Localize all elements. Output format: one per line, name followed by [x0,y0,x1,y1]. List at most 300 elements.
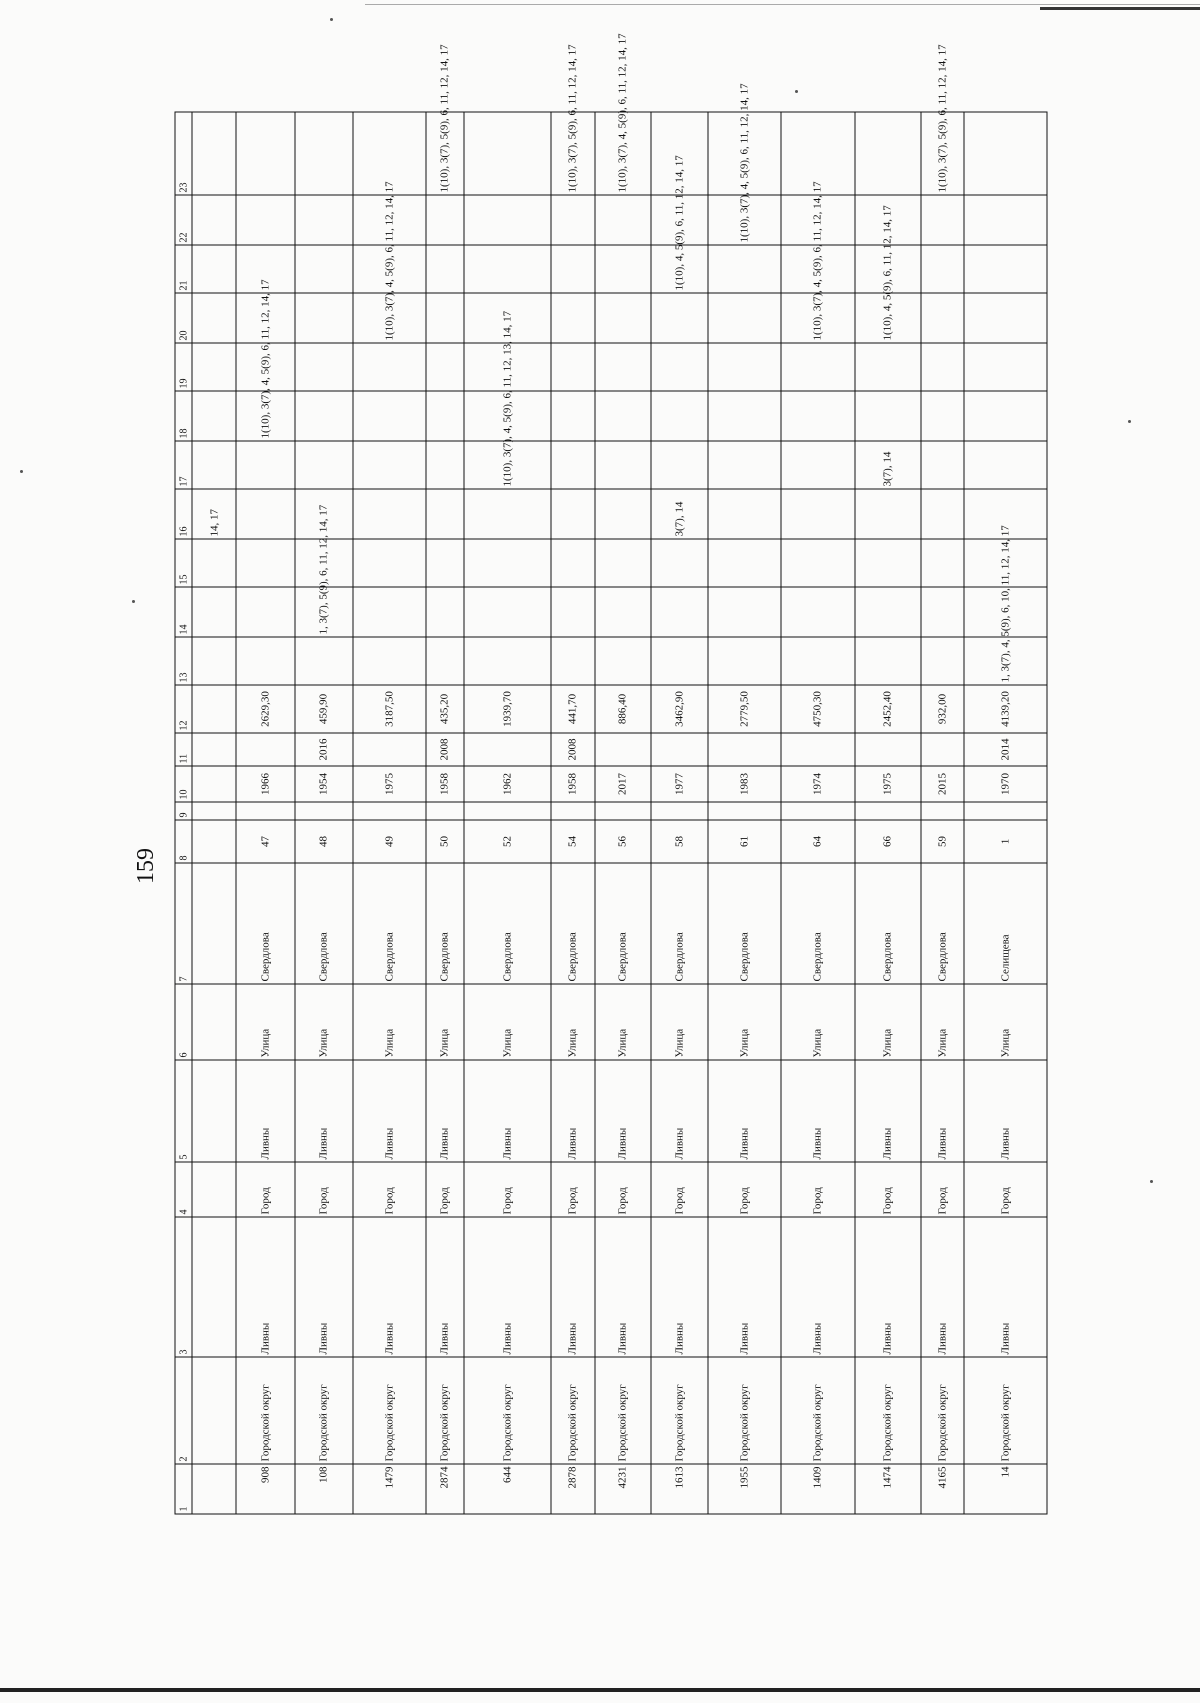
cell-c20: 1(10), 3(7), 4, 5(9), 6, 11, 12, 14, 17 [780,293,854,343]
table-row [294,112,352,1514]
cell-c14: 1, 3(7), 5(9), 6, 11, 12, 14, 17 [294,587,352,637]
cell-house: 56 [594,820,650,863]
cell-c22: 1(10), 3(7), 4, 5(9), 6, 11, 12, 14, 17 [708,195,780,245]
cell-c16 [235,489,294,539]
table-cell [192,984,236,1060]
cell-year-built: 2017 [594,766,650,802]
cell-c15 [920,539,963,587]
cell-c13 [235,637,294,685]
cell-c16 [425,489,463,539]
cell-c9 [854,802,920,820]
cell-c15 [352,539,425,587]
cell-street: Свердлова [425,863,463,984]
cell-street-type: Улица [352,984,425,1060]
cell-c11 [352,733,425,766]
cell-c20 [550,293,594,343]
cell-district: Городской округ [594,1357,650,1464]
cell-municipality: Ливны [594,1217,650,1357]
cell-street: Свердлова [294,863,352,984]
cell-street-type: Улица [235,984,294,1060]
cell-c14 [550,587,594,637]
scan-speck [132,600,135,603]
cell-house: 59 [920,820,963,863]
cell-c19 [854,343,920,391]
cell-area: 2452,40 [854,685,920,733]
cell-id: 14 [963,1464,1046,1514]
cell-c13 [463,637,550,685]
cell-c9 [963,802,1046,820]
cell-year-built: 1954 [294,766,352,802]
table-row [708,112,780,1514]
cell-c17: 1(10), 3(7), 4, 5(9), 6, 11, 12, 13, 14, 17 [463,441,550,489]
cell-municipality: Ливны [920,1217,963,1357]
cell-c9 [594,802,650,820]
table-row [780,112,854,1514]
cell-c15 [425,539,463,587]
table-row [594,112,650,1514]
column-number: 2 [175,1357,192,1464]
cell-settlement-type: Город [352,1162,425,1217]
cell-house: 48 [294,820,352,863]
cell-area: 441,70 [550,685,594,733]
cell-c18: 1(10), 3(7), 4, 5(9), 6, 11, 12, 14, 17 [235,391,294,441]
cell-c16: 3(7), 14 [650,489,708,539]
cell-c17 [294,441,352,489]
cell-c20 [294,293,352,343]
table-row [963,112,1046,1514]
cell-c16 [854,489,920,539]
cell-street: Селищева [963,863,1046,984]
cell-district: Городской округ [650,1357,708,1464]
cell-area: 459,90 [294,685,352,733]
cell-c23 [463,112,550,195]
cell-district: Городской округ [352,1357,425,1464]
cell-house: 1 [963,820,1046,863]
cell-area: 1939,70 [463,685,550,733]
cell-c11 [463,733,550,766]
cell-c16 [780,489,854,539]
column-number: 17 [175,441,192,489]
cell-house: 47 [235,820,294,863]
cell-settlement: Ливны [594,1060,650,1162]
cell-c14 [594,587,650,637]
cell-id: 644 [463,1464,550,1514]
cell-c15 [550,539,594,587]
cell-c13 [780,637,854,685]
cell-street: Свердлова [780,863,854,984]
cell-id: 1474 [854,1464,920,1514]
table-cell [192,685,236,733]
cell-street: Свердлова [594,863,650,984]
cell-settlement: Ливны [463,1060,550,1162]
column-number: 14 [175,587,192,637]
column-number: 18 [175,391,192,441]
cell-c21 [708,245,780,293]
cell-street-type: Улица [550,984,594,1060]
column-number: 7 [175,863,192,984]
table-cell [192,587,236,637]
cell-c11 [594,733,650,766]
cell-c19 [352,343,425,391]
cell-c13 [294,637,352,685]
cell-c16 [708,489,780,539]
cell-c19 [780,343,854,391]
table-row [352,112,425,1514]
column-number-row [175,112,192,1514]
cell-c11 [780,733,854,766]
cell-settlement: Ливны [920,1060,963,1162]
table-row [425,112,463,1514]
cell-settlement: Ливны [780,1060,854,1162]
cell-c13 [425,637,463,685]
cell-c20 [963,293,1046,343]
cell-street-type: Улица [425,984,463,1060]
cell-street-type: Улица [294,984,352,1060]
cell-settlement: Ливны [550,1060,594,1162]
cell-settlement-type: Город [463,1162,550,1217]
table-row [920,112,963,1514]
cell-c11: 2014 [963,733,1046,766]
cell-c11 [854,733,920,766]
scan-artifact-line [365,4,1200,5]
cell-c11 [650,733,708,766]
cell-c9 [352,802,425,820]
cell-c13 [352,637,425,685]
cell-c13 [650,637,708,685]
cell-c13 [594,637,650,685]
cell-municipality: Ливны [650,1217,708,1357]
cell-settlement: Ливны [352,1060,425,1162]
cell-c9 [650,802,708,820]
cell-house: 64 [780,820,854,863]
cell-c21: 1(10), 4, 5(9), 6, 11, 12, 14, 17 [650,245,708,293]
cell-c19 [594,343,650,391]
cell-c13 [920,637,963,685]
table-cell [192,112,236,195]
cell-house: 58 [650,820,708,863]
cell-settlement: Ливны [708,1060,780,1162]
cell-settlement-type: Город [708,1162,780,1217]
cell-street-type: Улица [463,984,550,1060]
cell-c11: 2008 [425,733,463,766]
scan-speck [20,470,23,473]
cell-settlement-type: Город [963,1162,1046,1217]
cell-c16 [594,489,650,539]
cell-c20 [425,293,463,343]
register-table-rotated [174,32,1047,1514]
table-cell [192,1217,236,1357]
cell-district: Городской округ [294,1357,352,1464]
column-number: 23 [175,112,192,195]
cell-street-type: Улица [780,984,854,1060]
cell-c21 [920,245,963,293]
cell-settlement: Ливны [854,1060,920,1162]
cell-street-type: Улица [920,984,963,1060]
cell-c18 [920,391,963,441]
cell-c14 [780,587,854,637]
cell-municipality: Ливны [963,1217,1046,1357]
cell-c21 [463,245,550,293]
column-number: 6 [175,984,192,1060]
column-number: 10 [175,766,192,802]
cell-c14 [708,587,780,637]
column-number: 19 [175,343,192,391]
cell-c23 [963,112,1046,195]
cell-street: Свердлова [708,863,780,984]
cell-settlement-type: Город [425,1162,463,1217]
cell-c14 [920,587,963,637]
cell-id: 1955 [708,1464,780,1514]
cell-c9 [550,802,594,820]
cell-id: 1479 [352,1464,425,1514]
cell-street-type: Улица [963,984,1046,1060]
cell-c15 [650,539,708,587]
column-number: 20 [175,293,192,343]
column-number: 22 [175,195,192,245]
cell-c21 [963,245,1046,293]
cell-id: 2874 [425,1464,463,1514]
cell-district: Городской округ [463,1357,550,1464]
cell-c19 [708,343,780,391]
cell-street: Свердлова [463,863,550,984]
table-cell [192,441,236,489]
cell-c16 [352,489,425,539]
cell-c14 [463,587,550,637]
cell-year-built: 2015 [920,766,963,802]
cell-municipality: Ливны [550,1217,594,1357]
cell-c16 [920,489,963,539]
cell-c21 [550,245,594,293]
cell-c20: 1(10), 4, 5(9), 6, 11, 12, 14, 17 [854,293,920,343]
cell-year-built: 1977 [650,766,708,802]
cell-c18 [425,391,463,441]
cell-c15 [463,539,550,587]
scan-artifact-line [1040,7,1200,10]
cell-c9 [463,802,550,820]
cell-c18 [594,391,650,441]
table-row [235,112,294,1514]
cell-area: 4139,20 [963,685,1046,733]
cell-street: Свердлова [235,863,294,984]
cell-c11 [708,733,780,766]
cell-municipality: Ливны [463,1217,550,1357]
cell-settlement-type: Город [594,1162,650,1217]
register-table-frame [174,32,1047,1514]
column-number: 13 [175,637,192,685]
table-cell [192,802,236,820]
table-cell [192,245,236,293]
cell-year-built: 1983 [708,766,780,802]
cell-c18 [352,391,425,441]
cell-c14 [235,587,294,637]
cell-house: 54 [550,820,594,863]
cell-c13 [854,637,920,685]
cell-street-type: Улица [594,984,650,1060]
cell-settlement-type: Город [780,1162,854,1217]
cell-id: 2878 [550,1464,594,1514]
cell-district: Городской округ [235,1357,294,1464]
table-cell [192,293,236,343]
cell-settlement-type: Город [294,1162,352,1217]
cell-settlement: Ливны [294,1060,352,1162]
cell-c22 [235,195,294,245]
cell-settlement: Ливны [963,1060,1046,1162]
column-number: 16 [175,489,192,539]
cell-c11 [235,733,294,766]
cell-settlement-type: Город [235,1162,294,1217]
cell-municipality: Ливны [780,1217,854,1357]
cell-settlement: Ливны [235,1060,294,1162]
cell-id: 1409 [780,1464,854,1514]
scan-artifact-line [0,1688,1200,1692]
table-cell [192,733,236,766]
cell-c19 [425,343,463,391]
table-cell [192,391,236,441]
cell-c15 [235,539,294,587]
column-number: 5 [175,1060,192,1162]
cell-c23 [294,112,352,195]
cell-house: 66 [854,820,920,863]
table-cell [192,1162,236,1217]
cell-area: 3187,50 [352,685,425,733]
cell-c18 [854,391,920,441]
cell-year-built: 1966 [235,766,294,802]
cell-street: Свердлова [650,863,708,984]
scan-speck [1150,1180,1153,1183]
cell-year-built: 1975 [854,766,920,802]
cell-c23: 1(10), 3(7), 4, 5(9), 6, 11, 12, 14, 17 [594,112,650,195]
cell-area: 932,00 [920,685,963,733]
cell-c18 [550,391,594,441]
cell-c14 [425,587,463,637]
cell-c19 [963,343,1046,391]
cell-c11: 2016 [294,733,352,766]
cell-settlement-type: Город [854,1162,920,1217]
cell-c23: 1(10), 3(7), 5(9), 6, 11, 12, 14, 17 [550,112,594,195]
cell-c22 [463,195,550,245]
cell-c14 [650,587,708,637]
cell-c16 [463,489,550,539]
cell-c21 [425,245,463,293]
cell-c9 [780,802,854,820]
cell-settlement-type: Город [920,1162,963,1217]
table-cell [192,1357,236,1464]
cell-c13 [550,637,594,685]
table-cell [192,195,236,245]
cell-area: 886,40 [594,685,650,733]
cell-c22 [294,195,352,245]
cell-house: 61 [708,820,780,863]
cell-c17 [650,441,708,489]
cell-street-type: Улица [708,984,780,1060]
column-number: 8 [175,820,192,863]
cell-area: 4750,30 [780,685,854,733]
cell-municipality: Ливны [294,1217,352,1357]
cell-id: 908 [235,1464,294,1514]
table-cell [192,1464,236,1514]
scan-speck [1128,420,1131,423]
cell-c18 [708,391,780,441]
cell-c20: 1(10), 3(7), 4, 5(9), 6, 11, 12, 14, 17 [352,293,425,343]
scan-speck [795,90,798,93]
cell-c14 [352,587,425,637]
cell-c9 [425,802,463,820]
cell-c15 [780,539,854,587]
cell-c19 [650,343,708,391]
cell-c17 [425,441,463,489]
cell-district: Городской округ [920,1357,963,1464]
table-row [650,112,708,1514]
table-cell: 14, 17 [192,489,236,539]
cell-c20 [708,293,780,343]
scan-speck [330,18,333,21]
cell-year-built: 1958 [550,766,594,802]
cell-settlement: Ливны [425,1060,463,1162]
cell-c9 [708,802,780,820]
cell-municipality: Ливны [854,1217,920,1357]
register-table-body [175,32,1047,1514]
cell-c19 [294,343,352,391]
cell-district: Городской округ [963,1357,1046,1464]
cell-c18 [780,391,854,441]
cell-c22 [594,195,650,245]
cell-c21 [294,245,352,293]
cell-c17 [708,441,780,489]
cell-c17 [920,441,963,489]
cell-area: 2629,30 [235,685,294,733]
table-cell [192,863,236,984]
cell-municipality: Ливны [235,1217,294,1357]
table-row [463,112,550,1514]
cell-street: Свердлова [352,863,425,984]
column-number: 11 [175,733,192,766]
cell-c17 [780,441,854,489]
cell-c9 [920,802,963,820]
cell-c20 [650,293,708,343]
cell-settlement-type: Город [550,1162,594,1217]
cell-c22 [963,195,1046,245]
table-row-blank [192,112,236,1514]
cell-c20 [594,293,650,343]
cell-id: 4165 [920,1464,963,1514]
cell-c15 [594,539,650,587]
cell-c14 [854,587,920,637]
table-cell [192,766,236,802]
cell-settlement: Ливны [650,1060,708,1162]
column-number: 3 [175,1217,192,1357]
cell-c23: 1(10), 3(7), 5(9), 6, 11, 12, 14, 17 [920,112,963,195]
cell-street-type: Улица [854,984,920,1060]
cell-district: Городской округ [425,1357,463,1464]
cell-district: Городской округ [780,1357,854,1464]
cell-year-built: 1970 [963,766,1046,802]
cell-c23: 1(10), 3(7), 5(9), 6, 11, 12, 14, 17 [425,112,463,195]
cell-id: 4231 [594,1464,650,1514]
cell-id: 1613 [650,1464,708,1514]
cell-c16 [550,489,594,539]
cell-street-type: Улица [650,984,708,1060]
cell-c19 [920,343,963,391]
cell-street: Свердлова [920,863,963,984]
table-row [550,112,594,1514]
cell-c22 [425,195,463,245]
cell-c17: 3(7), 14 [854,441,920,489]
table-cell [192,343,236,391]
cell-c23 [854,112,920,195]
column-number: 15 [175,539,192,587]
table-cell [192,820,236,863]
cell-c15 [854,539,920,587]
